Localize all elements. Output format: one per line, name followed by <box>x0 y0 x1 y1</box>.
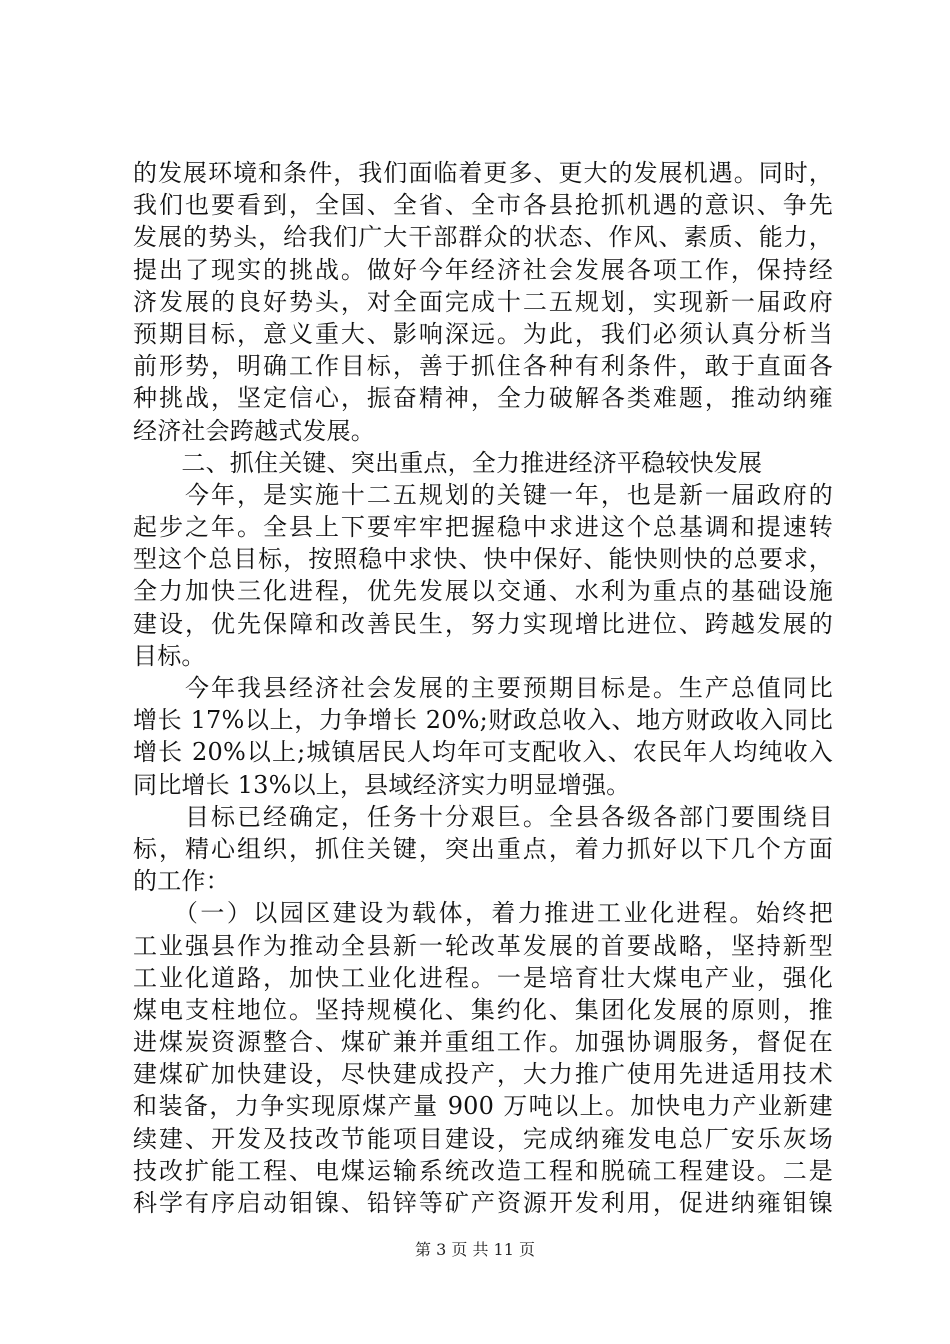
page-footer: 第 3 页 共 11 页 <box>415 1240 535 1259</box>
text-line: 工业强县作为推动全县新一轮改革发展的首要战略，坚持新型 <box>133 931 833 960</box>
text-line: 我们也要看到，全国、全省、全市各县抢抓机遇的意识、争先 <box>133 191 833 220</box>
text-line: 增长 20%以上;城镇居民人均年可支配收入、农民年人均纯收入 <box>133 738 833 767</box>
text-line: 工业化道路，加快工业化进程。一是培育壮大煤电产业，强化 <box>133 963 833 992</box>
text-line: 建设，优先保障和改善民生，努力实现增比进位、跨越发展的 <box>133 609 833 638</box>
text-line: 和装备，力争实现原煤产量 900 万吨以上。加快电力产业新建 <box>133 1092 833 1121</box>
text-line: 科学有序启动钼镍、铅锌等矿产资源开发利用，促进纳雍钼镍 <box>133 1189 833 1217</box>
text-line: 进煤炭资源整合、煤矿兼并重组工作。加强协调服务，督促在 <box>133 1028 833 1057</box>
text-line: 今年我县经济社会发展的主要预期目标是。生产总值同比 <box>133 674 833 702</box>
text-line: 的工作： <box>133 867 230 896</box>
text-line: 今年，是实施十二五规划的关键一年，也是新一届政府的 <box>133 480 833 509</box>
text-line: 经济社会跨越式发展。 <box>133 416 375 445</box>
text-line: 的发展环境和条件，我们面临着更多、更大的发展机遇。同时， <box>133 159 833 187</box>
text-line: 煤电支柱地位。坚持规模化、集约化、集团化发展的原则，推 <box>133 995 833 1024</box>
text-line: 目标。 <box>133 641 206 670</box>
text-line: 目标已经确定，任务十分艰巨。全县各级各部门要围绕目 <box>133 802 833 831</box>
text-line: 增长 17%以上，力争增长 20%;财政总收入、地方财政收入同比 <box>133 706 833 735</box>
text-line: 发展的势头，给我们广大干部群众的状态、作风、素质、能力， <box>133 223 833 252</box>
text-line: 技改扩能工程、电煤运输系统改造工程和脱硫工程建设。二是 <box>133 1156 833 1185</box>
text-line: 建煤矿加快建设，尽快建成投产，大力推广使用先进适用技术 <box>133 1060 833 1089</box>
text-line: 续建、开发及技改节能项目建设，完成纳雍发电总厂安乐灰场 <box>133 1124 833 1153</box>
text-line: 预期目标，意义重大、影响深远。为此，我们必须认真分析当 <box>133 319 833 348</box>
text-line: （一）以园区建设为载体，着力推进工业化进程。始终把 <box>133 899 833 928</box>
text-line: 提出了现实的挑战。做好今年经济社会发展各项工作，保持经 <box>133 255 833 284</box>
text-line: 济发展的良好势头，对全面完成十二五规划，实现新一届政府 <box>133 287 833 316</box>
text-line: 同比增长 13%以上，县域经济实力明显增强。 <box>133 770 631 799</box>
text-line: 种挑战，坚定信心，振奋精神，全力破解各类难题，推动纳雍 <box>133 384 833 413</box>
text-line: 标，精心组织，抓住关键，突出重点，着力抓好以下几个方面 <box>133 834 833 863</box>
document-body <box>133 157 833 1219</box>
text-line: 二、抓住关键、突出重点，全力推进经济平稳较快发展 <box>133 448 763 477</box>
text-line: 前形势，明确工作目标，善于抓住各种有利条件，敢于直面各 <box>133 352 833 381</box>
text-line: 全力加快三化进程，优先发展以交通、水利为重点的基础设施 <box>133 577 833 606</box>
text-line: 型这个总目标，按照稳中求快、快中保好、能快则快的总要求， <box>133 545 833 574</box>
text-line: 起步之年。全县上下要牢牢把握稳中求进这个总基调和提速转 <box>133 513 833 542</box>
